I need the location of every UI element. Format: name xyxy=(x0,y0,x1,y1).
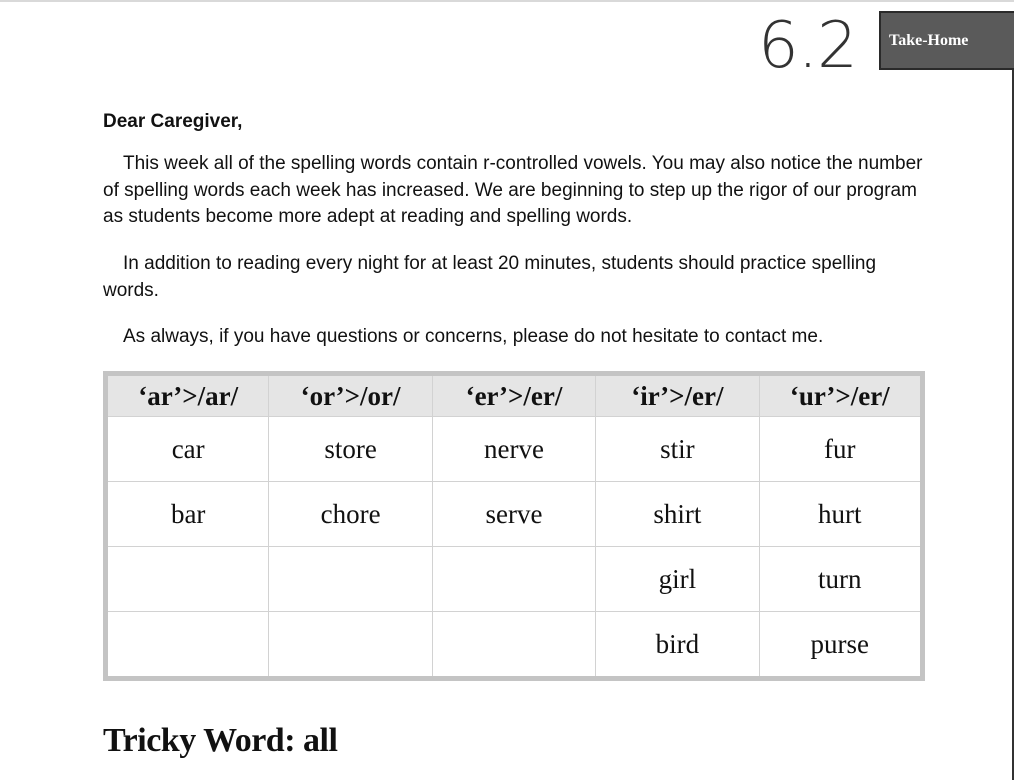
table-cell: purse xyxy=(759,612,922,679)
letter-paragraph-3: As always, if you have questions or concerns, please do not hesitate to contact me. xyxy=(123,326,824,347)
top-rule xyxy=(0,0,1014,2)
table-row xyxy=(106,417,923,482)
table-row xyxy=(106,482,923,547)
table-cell: hurt xyxy=(759,482,922,547)
table-cell: nerve xyxy=(432,417,595,482)
column-header-ur: ‘ur’>/er/ xyxy=(759,374,922,417)
table-cell: serve xyxy=(432,482,595,547)
lesson-number: 6.2 xyxy=(758,9,857,83)
table-cell: car xyxy=(106,417,269,482)
table-cell: chore xyxy=(269,482,432,547)
table-cell: store xyxy=(269,417,432,482)
column-header-ar: ‘ar’>/ar/ xyxy=(106,374,269,417)
column-header-or: ‘or’>/or/ xyxy=(269,374,432,417)
letter-paragraph-1: This week all of the spelling words contain r-controlled vowels. You may also notice the number of spelling words each week has increased. We are beginning to step up the rigor of our program as students become more adept at reading and spelling words. xyxy=(103,153,923,227)
table-row xyxy=(106,547,923,612)
table-cell xyxy=(269,547,432,612)
table-cell: bar xyxy=(106,482,269,547)
column-header-er: ‘er’>/er/ xyxy=(432,374,595,417)
table-cell xyxy=(106,547,269,612)
column-header-ir: ‘ir’>/er/ xyxy=(596,374,759,417)
table-cell: turn xyxy=(759,547,922,612)
take-home-badge: Take-Home xyxy=(879,11,1014,70)
letter-greeting: Dear Caregiver, xyxy=(103,111,243,132)
table-header-row xyxy=(106,374,923,417)
table-cell xyxy=(269,612,432,679)
table-cell: bird xyxy=(596,612,759,679)
table-cell xyxy=(106,612,269,679)
table-cell: girl xyxy=(596,547,759,612)
letter-paragraph-2: In addition to reading every night for at least 20 minutes, students should practice spelling words. xyxy=(103,253,877,301)
table-cell xyxy=(432,612,595,679)
table-cell xyxy=(432,547,595,612)
table-cell: shirt xyxy=(596,482,759,547)
table-row xyxy=(106,612,923,679)
spelling-words-table xyxy=(103,371,925,681)
tricky-word-heading: Tricky Word: all xyxy=(103,722,338,759)
table-cell: stir xyxy=(596,417,759,482)
table-cell: fur xyxy=(759,417,922,482)
